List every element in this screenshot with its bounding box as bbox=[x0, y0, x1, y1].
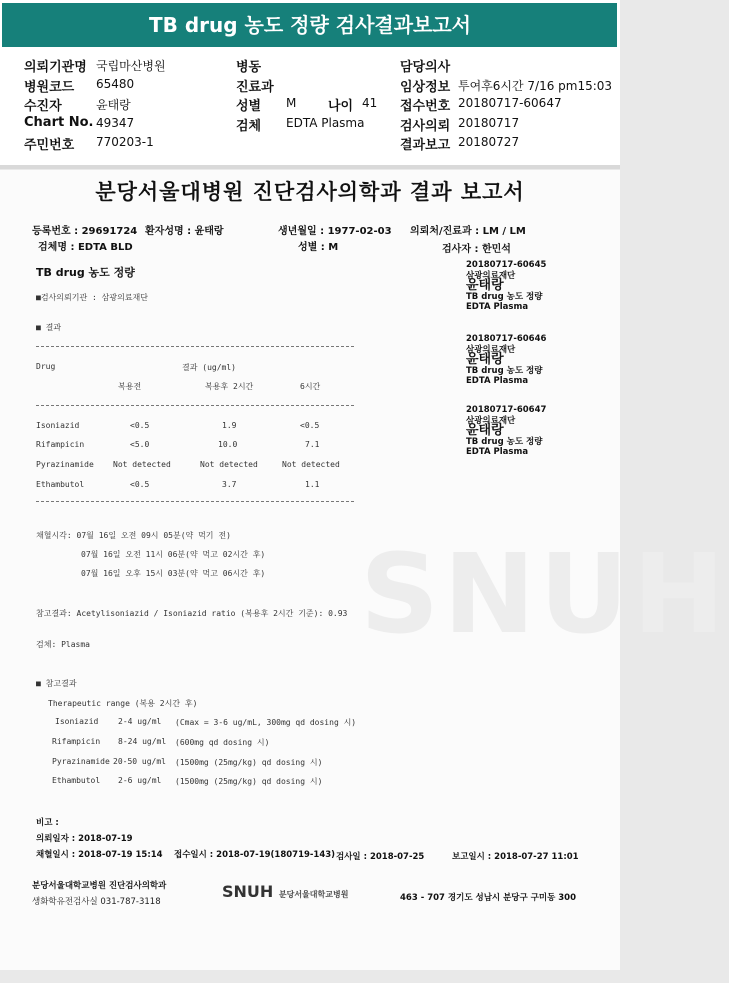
sex-label: 성별 bbox=[236, 99, 262, 114]
therapeutic-drug: Isoniazid bbox=[55, 717, 99, 726]
table-cell-pre: Not detected bbox=[113, 460, 171, 469]
dob: 생년월일 : 1977-02-03 bbox=[278, 226, 392, 237]
page-title: TB drug 농도 정량 검사결과보고서 bbox=[149, 13, 471, 37]
snuh-logo bbox=[222, 882, 348, 901]
reported-value: 20180727 bbox=[458, 135, 520, 149]
sample-spec: EDTA Plasma bbox=[466, 447, 529, 457]
table-cell-drug: Isoniazid bbox=[36, 421, 80, 430]
table-cell-2h: 10.0 bbox=[218, 440, 238, 449]
report-sex: 성별 : M bbox=[298, 242, 339, 253]
table-cell-6h: Not detected bbox=[282, 460, 340, 469]
therapeutic-drug: Ethambutol bbox=[52, 776, 101, 785]
rrn-label: 주민번호 bbox=[24, 138, 75, 153]
sample-label bbox=[466, 405, 546, 458]
divider-line bbox=[36, 346, 354, 347]
sample-label bbox=[466, 334, 546, 387]
chart-value: 49347 bbox=[96, 116, 135, 130]
report-date: 보고일시 : 2018-07-27 11:01 bbox=[452, 852, 579, 862]
requested-label: 검사의뢰 bbox=[400, 119, 451, 134]
requested-value: 20180717 bbox=[458, 116, 520, 130]
specimen-value: EDTA Plasma bbox=[286, 116, 365, 130]
table-cell-pre: <0.5 bbox=[130, 480, 150, 489]
table-cell-6h: 1.1 bbox=[305, 480, 320, 489]
ref-dept: 의뢰처/진료과 : LM / LM bbox=[410, 226, 526, 237]
bottom-band bbox=[0, 970, 620, 983]
therapeutic-range: 8-24 ug/ml bbox=[118, 737, 167, 746]
age-value: 41 bbox=[362, 96, 378, 110]
test-title: TB drug 농도 정량 bbox=[36, 266, 135, 279]
sample-name: 윤태랑 bbox=[466, 352, 504, 367]
watermark: SNUH bbox=[360, 530, 729, 658]
results-header: ■ 결과 bbox=[36, 323, 62, 332]
collection-time: 채혈시각: 07월 16일 오전 09시 05분(약 먹기 전) bbox=[36, 531, 231, 540]
receipt-date: 접수일시 : 2018-07-19(180719-143) bbox=[174, 850, 336, 860]
chart-label: Chart No. bbox=[24, 115, 94, 130]
draw-date: 채혈일시 : 2018-07-19 15:14 bbox=[36, 850, 163, 860]
lab-org: ■검사의뢰기관 : 삼광의료재단 bbox=[36, 293, 149, 302]
reported-label: 결과보고 bbox=[400, 138, 451, 153]
sample-test: TB drug 농도 정량 bbox=[466, 436, 543, 447]
sample-name: 윤태랑 bbox=[466, 423, 504, 438]
therapeutic-note: (600mg qd dosing 시) bbox=[175, 738, 270, 747]
sample-id: 20180717-60647 bbox=[466, 405, 547, 415]
sample-spec: EDTA Plasma bbox=[466, 376, 529, 386]
hospcode-value: 65480 bbox=[96, 77, 135, 91]
age-label: 나이 bbox=[328, 99, 354, 114]
table-cell-2h: 1.9 bbox=[222, 421, 237, 430]
table-cell-2h: 3.7 bbox=[222, 480, 237, 489]
table-cell-pre: <5.0 bbox=[130, 440, 150, 449]
therapeutic-range: 20-50 ug/ml bbox=[113, 757, 166, 766]
sample-test: TB drug 농도 정량 bbox=[466, 365, 543, 376]
request-date: 의뢰일자 : 2018-07-19 bbox=[36, 834, 133, 844]
logo-subtitle: 분당서울대학교병원 bbox=[278, 890, 349, 899]
test-date: 검사일 : 2018-07-25 bbox=[336, 852, 425, 862]
rrn-value: 770203-1 bbox=[96, 135, 154, 149]
result-header: 결과 (ug/ml) bbox=[182, 363, 236, 372]
therapeutic-note: (1500mg (25mg/kg) qd dosing 시) bbox=[175, 777, 323, 786]
reg-no: 등록번호 : 29691724 bbox=[32, 226, 138, 237]
remarks-label: 비고 : bbox=[36, 818, 59, 828]
sample-id: 20180717-60646 bbox=[466, 334, 547, 344]
drug-header: Drug bbox=[36, 362, 56, 371]
address: 463 - 707 경기도 성남시 분당구 구미동 300 bbox=[400, 893, 577, 903]
therapeutic-range: 2-6 ug/ml bbox=[118, 776, 162, 785]
therapeutic-title: Therapeutic range (복용 2시간 후) bbox=[48, 699, 198, 708]
specimen-label: 검체 bbox=[236, 119, 262, 134]
collection-time: 07월 16일 오전 11시 06분(약 먹고 02시간 후) bbox=[81, 550, 266, 559]
reference-header: ■ 참고결과 bbox=[36, 679, 77, 688]
sample-name: 윤태랑 bbox=[466, 278, 504, 293]
receipt-value: 20180717-60647 bbox=[458, 96, 562, 110]
table-cell-6h: 7.1 bbox=[305, 440, 320, 449]
hospital-label: 의뢰기관명 bbox=[24, 60, 87, 75]
collection-time: 07월 16일 오후 15시 03분(약 먹고 06시간 후) bbox=[81, 569, 266, 578]
table-cell-pre: <0.5 bbox=[130, 421, 150, 430]
sample-test: TB drug 농도 정량 bbox=[466, 291, 543, 302]
scanned-report bbox=[0, 170, 729, 970]
reference-result: 참고결과: Acetylisoniazid / Isoniazid ratio (복용후 2시간 기준): 0.93 bbox=[36, 609, 348, 618]
patient-name: 환자성명 : 윤태랑 bbox=[145, 226, 224, 237]
sample-org: 삼광의료재단 bbox=[466, 344, 516, 355]
table-cell-drug: Pyrazinamide bbox=[36, 460, 94, 469]
patient-value: 윤태랑 bbox=[96, 98, 131, 112]
patient-label: 수진자 bbox=[24, 99, 62, 114]
therapeutic-range: 2-4 ug/ml bbox=[118, 717, 162, 726]
table-cell-drug: Rifampicin bbox=[36, 440, 85, 449]
examiner: 검사자 : 한민석 bbox=[442, 244, 511, 255]
receipt-label: 접수번호 bbox=[400, 99, 451, 114]
patient-info-section bbox=[0, 50, 620, 165]
logo-text: SNUH bbox=[222, 882, 274, 901]
sample-org: 삼광의료재단 bbox=[466, 415, 516, 426]
divider-line bbox=[36, 501, 354, 502]
therapeutic-drug: Pyrazinamide bbox=[52, 757, 110, 766]
sample-spec: EDTA Plasma bbox=[466, 302, 529, 312]
therapeutic-note: (Cmax = 3-6 ug/mL, 300mg qd dosing 시) bbox=[175, 718, 357, 727]
clinical-label: 임상정보 bbox=[400, 80, 451, 95]
doctor-label: 담당의사 bbox=[400, 60, 451, 75]
divider-line bbox=[36, 405, 354, 406]
sample-label bbox=[466, 260, 546, 313]
col-pre: 복용전 bbox=[118, 382, 142, 391]
therapeutic-drug: Rifampicin bbox=[52, 737, 101, 746]
section-divider bbox=[0, 165, 620, 169]
specimen-note: 검체: Plasma bbox=[36, 640, 90, 649]
sample-org: 삼광의료재단 bbox=[466, 270, 516, 281]
sample-id: 20180717-60645 bbox=[466, 260, 547, 270]
table-cell-2h: Not detected bbox=[200, 460, 258, 469]
table-cell-drug: Ethambutol bbox=[36, 480, 85, 489]
col-2h: 복용후 2시간 bbox=[205, 382, 254, 391]
table-cell-6h: <0.5 bbox=[300, 421, 320, 430]
col-6h: 6시간 bbox=[300, 382, 321, 391]
specimen-name: 검체명 : EDTA BLD bbox=[38, 242, 133, 253]
report-title: 분당서울대병원 진단검사의학과 결과 보고서 bbox=[95, 180, 525, 204]
dept-phone: 생화학유전검사실 031-787-3118 bbox=[32, 897, 161, 907]
dept-name: 분당서울대학교병원 진단검사의학과 bbox=[32, 881, 167, 891]
hospcode-label: 병원코드 bbox=[24, 80, 75, 95]
sex-value: M bbox=[286, 96, 297, 110]
ward-label: 병동 bbox=[236, 60, 262, 75]
header-banner bbox=[0, 0, 620, 55]
therapeutic-note: (1500mg (25mg/kg) qd dosing 시) bbox=[175, 758, 323, 767]
hospital-value: 국립마산병원 bbox=[96, 59, 166, 73]
dept-label: 진료과 bbox=[236, 80, 274, 95]
clinical-value: 투여후6시간 7/16 pm15:03 bbox=[458, 79, 613, 93]
